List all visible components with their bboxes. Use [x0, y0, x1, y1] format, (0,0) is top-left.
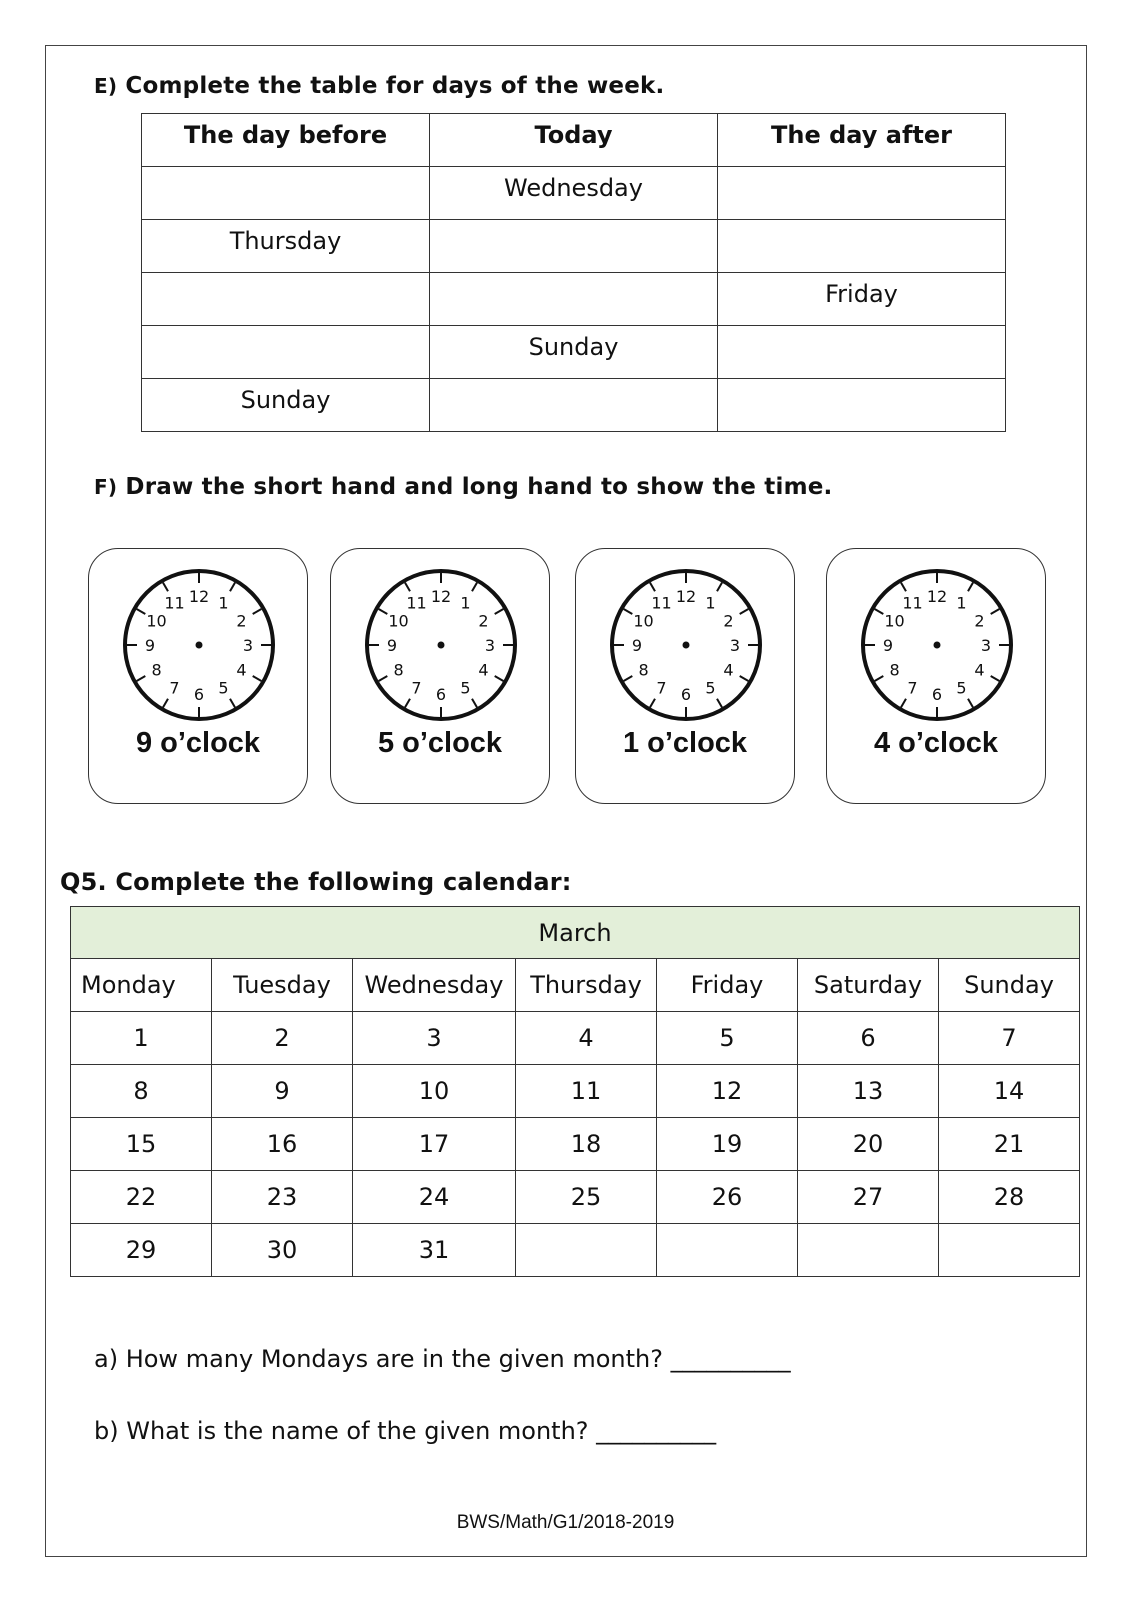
section-f-letter: F) — [94, 475, 118, 499]
table-cell: Sunday — [142, 379, 430, 432]
clock-numeral: 1 — [705, 593, 716, 613]
calendar-day: 14 — [939, 1065, 1080, 1118]
table-row — [142, 167, 1006, 220]
table-row — [142, 273, 1006, 326]
clock-numeral: 3 — [980, 636, 992, 655]
clock-numeral: 5 — [218, 678, 229, 698]
table-cell[interactable] — [430, 220, 718, 273]
clock-numeral: 1 — [218, 593, 229, 613]
calendar-day: 10 — [353, 1065, 516, 1118]
calendar-day: 26 — [657, 1171, 798, 1224]
clock-numeral: 4 — [723, 660, 734, 680]
clock-numeral: 7 — [907, 678, 918, 698]
calendar-week — [71, 1065, 1080, 1118]
calendar-day: 8 — [71, 1065, 212, 1118]
table-cell[interactable] — [430, 379, 718, 432]
calendar-table — [70, 906, 1080, 1277]
section-f-title — [94, 474, 832, 500]
calendar-day: 29 — [71, 1224, 212, 1277]
weekday-saturday: Saturday — [798, 959, 939, 1012]
clock-numeral: 4 — [236, 660, 247, 680]
clock-card-1[interactable] — [575, 548, 795, 804]
clock-numeral: 2 — [478, 611, 489, 631]
table-cell: Thursday — [142, 220, 430, 273]
clock-center-dot — [196, 642, 203, 649]
calendar-day: 23 — [212, 1171, 353, 1224]
table-cell[interactable] — [142, 326, 430, 379]
clock-numeral: 12 — [675, 587, 697, 606]
clock-numeral: 6 — [680, 685, 692, 704]
clock-numeral: 9 — [882, 636, 894, 655]
table-cell[interactable] — [718, 220, 1006, 273]
clock-numeral: 2 — [236, 611, 247, 631]
calendar-day: 2 — [212, 1012, 353, 1065]
table-cell[interactable] — [142, 273, 430, 326]
clock-numeral: 8 — [151, 660, 162, 680]
weekday-wednesday: Wednesday — [353, 959, 516, 1012]
clock-numeral: 10 — [388, 611, 409, 631]
weekday-friday: Friday — [657, 959, 798, 1012]
clock-face-icon[interactable] — [361, 565, 521, 725]
calendar-day: 28 — [939, 1171, 1080, 1224]
calendar-weekdays — [71, 959, 1080, 1012]
calendar-day: 13 — [798, 1065, 939, 1118]
clock-numeral: 3 — [729, 636, 741, 655]
section-e-letter: E) — [94, 74, 118, 98]
clock-card-4[interactable] — [826, 548, 1046, 804]
calendar-day: 9 — [212, 1065, 353, 1118]
clock-face-icon[interactable] — [606, 565, 766, 725]
clock-label: 9 o’clock — [135, 727, 261, 759]
weekday-monday: Monday — [71, 959, 212, 1012]
clock-numeral: 11 — [164, 593, 185, 613]
days-table — [141, 113, 1006, 432]
table-cell: Wednesday — [430, 167, 718, 220]
header-today: Today — [430, 114, 718, 167]
clock-center-dot — [438, 642, 445, 649]
calendar-day: 30 — [212, 1224, 353, 1277]
clock-numeral: 12 — [926, 587, 948, 606]
clock-numeral: 9 — [631, 636, 643, 655]
q5-title: Q5. Complete the following calendar: — [60, 868, 572, 896]
clock-center-dot — [934, 642, 941, 649]
footer-code: BWS/Math/G1/2018-2019 — [456, 1512, 675, 1533]
clock-numeral: 5 — [460, 678, 471, 698]
clock-numeral: 11 — [651, 593, 672, 613]
calendar-day: 31 — [353, 1224, 516, 1277]
calendar-day: 4 — [516, 1012, 657, 1065]
clock-face-icon[interactable] — [857, 565, 1017, 725]
clock-numeral: 6 — [193, 685, 205, 704]
clock-numeral: 5 — [956, 678, 967, 698]
table-row — [142, 220, 1006, 273]
clock-center-dot — [683, 642, 690, 649]
table-cell[interactable] — [718, 326, 1006, 379]
table-cell[interactable] — [430, 273, 718, 326]
calendar-day: 20 — [798, 1118, 939, 1171]
clock-numeral: 1 — [956, 593, 967, 613]
calendar-day: 27 — [798, 1171, 939, 1224]
calendar-day: 17 — [353, 1118, 516, 1171]
clock-numeral: 12 — [188, 587, 210, 606]
table-cell[interactable] — [142, 167, 430, 220]
section-f-title-text: Draw the short hand and long hand to show the time. — [125, 474, 833, 500]
calendar-day: 21 — [939, 1118, 1080, 1171]
calendar-day: 1 — [71, 1012, 212, 1065]
clock-numeral: 3 — [484, 636, 496, 655]
clock-numeral: 2 — [723, 611, 734, 631]
clock-label: 5 o’clock — [377, 727, 503, 759]
clock-numeral: 12 — [430, 587, 452, 606]
calendar-week — [71, 1118, 1080, 1171]
clock-numeral: 7 — [169, 678, 180, 698]
clock-numeral: 8 — [889, 660, 900, 680]
clock-numeral: 4 — [974, 660, 985, 680]
clock-numeral: 10 — [146, 611, 167, 631]
clock-numeral: 7 — [656, 678, 667, 698]
calendar-day: 25 — [516, 1171, 657, 1224]
calendar-day: 22 — [71, 1171, 212, 1224]
clock-numeral: 9 — [386, 636, 398, 655]
clock-numeral: 2 — [974, 611, 985, 631]
table-cell: Sunday — [430, 326, 718, 379]
clock-numeral: 3 — [242, 636, 254, 655]
clock-numeral: 7 — [411, 678, 422, 698]
calendar-week — [71, 1171, 1080, 1224]
section-e-title — [94, 73, 664, 99]
clock-numeral: 1 — [460, 593, 471, 613]
calendar-day[interactable] — [939, 1224, 1080, 1277]
section-e-title-text: Complete the table for days of the week. — [125, 73, 665, 99]
calendar-week — [71, 1012, 1080, 1065]
question-a[interactable]: a) How many Mondays are in the given month? __________ — [94, 1345, 791, 1373]
calendar-day: 15 — [71, 1118, 212, 1171]
calendar-day: 11 — [516, 1065, 657, 1118]
clock-numeral: 8 — [393, 660, 404, 680]
calendar-day: 19 — [657, 1118, 798, 1171]
calendar-month: March — [71, 907, 1080, 959]
clock-numeral: 10 — [633, 611, 654, 631]
clock-numeral: 4 — [478, 660, 489, 680]
calendar-day: 12 — [657, 1065, 798, 1118]
calendar-day: 16 — [212, 1118, 353, 1171]
clock-card-5[interactable] — [330, 548, 550, 804]
clock-numeral: 11 — [406, 593, 427, 613]
table-cell[interactable] — [718, 379, 1006, 432]
calendar-day[interactable] — [657, 1224, 798, 1277]
calendar-day[interactable] — [798, 1224, 939, 1277]
table-cell[interactable] — [718, 167, 1006, 220]
clock-numeral: 9 — [144, 636, 156, 655]
weekday-tuesday: Tuesday — [212, 959, 353, 1012]
clock-numeral: 11 — [902, 593, 923, 613]
clock-numeral: 10 — [884, 611, 905, 631]
table-row — [142, 326, 1006, 379]
weekday-sunday: Sunday — [939, 959, 1080, 1012]
calendar-week — [71, 1224, 1080, 1277]
question-b[interactable]: b) What is the name of the given month? __________ — [94, 1417, 717, 1445]
calendar-day: 18 — [516, 1118, 657, 1171]
calendar-day: 24 — [353, 1171, 516, 1224]
clock-face-icon[interactable] — [119, 565, 279, 725]
days-table-header — [142, 114, 1006, 167]
header-day-after: The day after — [718, 114, 1006, 167]
calendar-day[interactable] — [516, 1224, 657, 1277]
clock-numeral: 8 — [638, 660, 649, 680]
clock-numeral: 5 — [705, 678, 716, 698]
table-cell: Friday — [718, 273, 1006, 326]
calendar-day: 6 — [798, 1012, 939, 1065]
calendar-day: 3 — [353, 1012, 516, 1065]
clock-card-9[interactable] — [88, 548, 308, 804]
calendar-day: 7 — [939, 1012, 1080, 1065]
clock-label: 4 o’clock — [873, 727, 999, 759]
clock-numeral: 6 — [931, 685, 943, 704]
clock-label: 1 o’clock — [622, 727, 748, 759]
calendar-day: 5 — [657, 1012, 798, 1065]
header-day-before: The day before — [142, 114, 430, 167]
weekday-thursday: Thursday — [516, 959, 657, 1012]
clock-numeral: 6 — [435, 685, 447, 704]
table-row — [142, 379, 1006, 432]
